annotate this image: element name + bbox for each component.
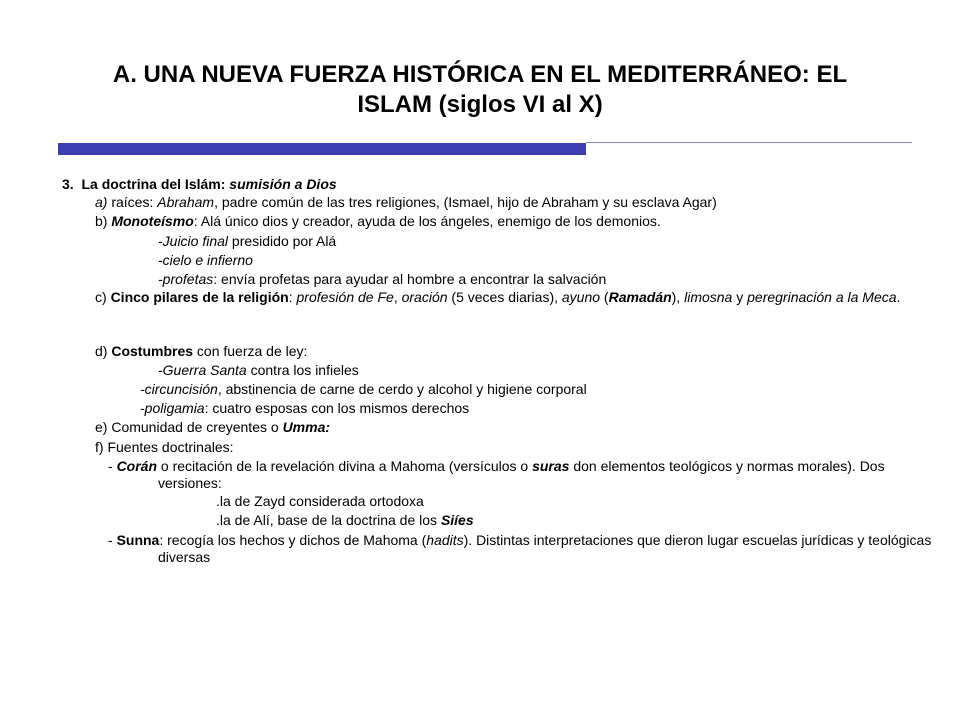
title-line-1: A. UNA NUEVA FUERZA HISTÓRICA EN EL MEDITERRÁNEO: EL [112, 61, 848, 88]
item-a: a) raíces: Abraham, padre común de las tres religiones, (Ismael, hijo de Abraham y su esclava Agar) [95, 194, 717, 210]
item-f: f) Fuentes doctrinales: [95, 439, 234, 455]
item-d-sub-3: -poligamia: cuatro esposas con los mismos derechos [140, 400, 470, 416]
item-f-sunna: - Sunna: recogía los hechos y dichos de Mahoma (hadits). Distintas interpretaciones que dieron lugar escuelas jurídicas y teológicas diversas [108, 532, 932, 565]
item-b-sub-2: -cielo e infierno [158, 252, 253, 268]
item-b-sub-3: -profetas: envía profetas para ayudar al hombre a encontrar la salvación [158, 271, 607, 287]
item-e: e) Comunidad de creyentes o Umma: [95, 419, 331, 435]
title-line-2: ISLAM (siglos VI al X) [357, 91, 603, 118]
divider-line [586, 142, 912, 143]
item-f-version-1: .la de Zayd considerada ortodoxa [216, 493, 424, 509]
item-d-sub-2: -circuncisión, abstinencia de carne de cerdo y alcohol y higiene corporal [140, 381, 587, 397]
item-d-sub-1: -Guerra Santa contra los infieles [158, 362, 359, 378]
item-f-coran: - Corán o recitación de la revelación divina a Mahoma (versículos o suras don elementos teológicos y normas morales). Dos versiones: [108, 458, 885, 491]
item-b-sub-1: -Juicio final presidido por Alá [158, 233, 337, 249]
accent-bar [58, 143, 586, 155]
section-heading: 3. La doctrina del Islám: sumisión a Dios [62, 176, 337, 192]
item-b: b) Monoteísmo: Alá único dios y creador, ayuda de los ángeles, enemigo de los demonios. [95, 213, 661, 229]
item-d: d) Costumbres con fuerza de ley: [95, 343, 308, 359]
item-c: c) Cinco pilares de la religión: profesión de Fe, oración (5 veces diarias), ayuno (Ramadán), limosna y peregrinación a la Meca. [95, 289, 901, 305]
slide-title [40, 60, 920, 120]
item-f-version-2: .la de Alí, base de la doctrina de los Siíes [216, 512, 474, 528]
